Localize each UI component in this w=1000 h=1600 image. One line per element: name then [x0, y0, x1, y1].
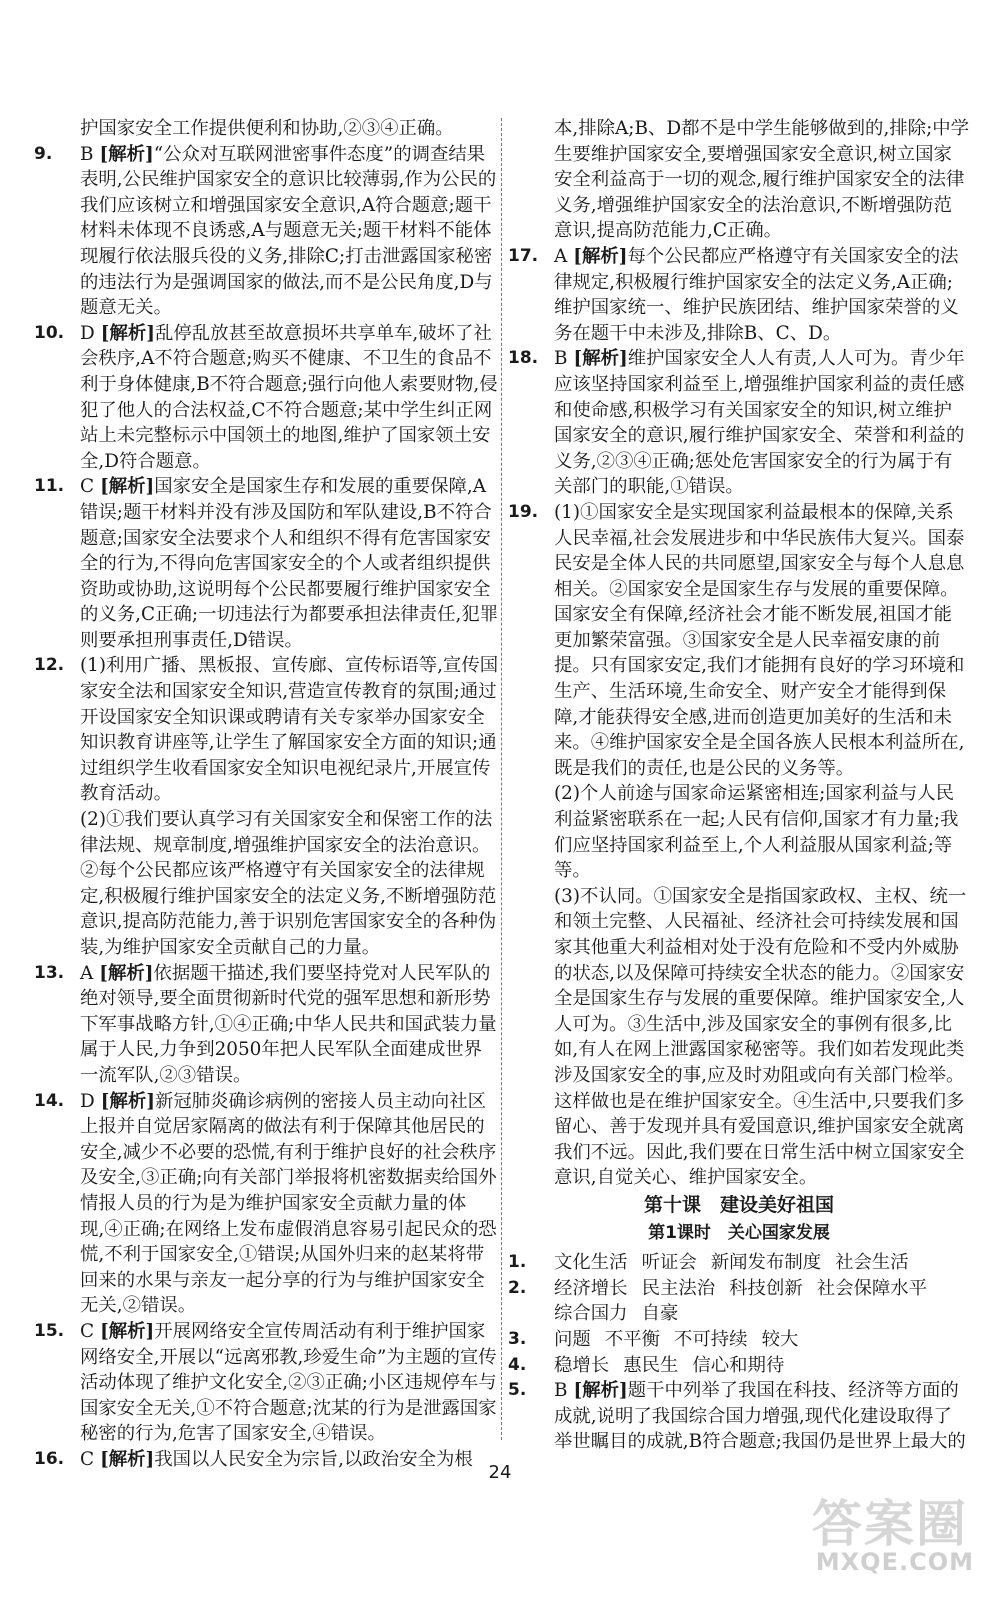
answer-item	[34, 474, 500, 653]
answer-text: 维护国家安全人人有责,人人可为。青少年应该坚持国家利益至上,增强维护国家利益的责任感和使命感,积极学习有关国家安全的知识,树立维护国家安全的意识,履行维护国家安全、荣誉和利益的义务,②③④正确;惩处危害国家安全的行为属于有关部门的职能,①错误。	[554, 348, 965, 498]
analysis-tag: [解析]	[573, 348, 628, 370]
watermark-url: MXQE.COM	[815, 1548, 974, 1576]
answer-item	[34, 1089, 500, 1319]
fill-answer: 经济增长	[554, 1277, 628, 1299]
answer-letter: D	[80, 1090, 95, 1112]
answer-text: 依据题干描述,我们要坚持党对人民军队的绝对领导,要全面贯彻新时代党的强军思想和新形势下军事战略方针,①④正确;中华人民共和国武装力量属于人民,力争到2050年把人民军队全面建成世界一流军队,②③错误。	[80, 962, 497, 1086]
analysis-tag: [解析]	[100, 1090, 155, 1112]
answer-item	[508, 244, 970, 346]
fill-answer: 听证会	[641, 1252, 697, 1274]
left-continuation: 护国家安全工作提供便利和协助,②③④正确。	[80, 118, 454, 139]
analysis-tag: [解析]	[100, 322, 155, 344]
right-continuation: 本,排除A;B、D都不是中学生能够做到的,排除;中学生要维护国家安全,要增强国家安全意识,树立国家安全利益高于一切的观念,履行维护国家安全的法律义务,增强维护国家安全的法治意识,不断增强防范意识,提高防范能力,C正确。	[554, 118, 970, 242]
fill-answer: 综合国力	[554, 1303, 628, 1325]
question-number: 4.	[508, 1354, 527, 1375]
lesson-title: 第十课 建设美好祖国	[643, 1193, 834, 1216]
answer-item	[508, 1378, 970, 1455]
question-number: 1.	[508, 1252, 527, 1273]
analysis-tag: [解析]	[100, 476, 155, 498]
analysis-tag: [解析]	[100, 1320, 155, 1342]
analysis-tag: [解析]	[100, 1448, 155, 1470]
answer-text: 题干中列举了我国在科技、经济等方面的成就,说明了我国综合国力增强,现代化建设取得了举世瞩目的成就,B符合题意;我国仍是世界上最大的	[554, 1380, 966, 1453]
answer-text: (1)利用广播、黑板报、宣传廊、宣传标语等,宣传国家安全法和国家安全知识,营造宣传教育的氛围;通过开设国家安全知识课或聘请有关专家举办国家安全知识教育讲座等,让学生了解国家安全方面的知识;通过组织学生收看国家安全知识电视纪录片,开展宣传教育活动。	[80, 655, 499, 805]
analysis-tag: [解析]	[573, 1380, 628, 1402]
question-number: 17.	[508, 245, 539, 266]
question-number: 3.	[508, 1328, 527, 1349]
answer-text: 新冠肺炎确诊病例的密接人员主动向社区上报并自觉居家隔离的做法有利于保障其他居民的安全,减少不必要的恐慌,有利于维护良好的社会秩序及安全,③正确;向有关部门举报将机密数据卖给国外情报人员的行为是为维护国家安全贡献力量的体现,④正确;在网络上发布虚假消息容易引起民众的恐慌,不利于国家安全,①错误;从国外归来的赵某将带回来的水果与亲友一起分享的行为与维护国家安全无关,②错误。	[80, 1090, 497, 1317]
answer-text: “公众对互联网泄密事件态度”的调查结果表明,公民维护国家安全的意识比较薄弱,作为公民的我们应该树立和增强国家安全意识,A符合题意;题干材料未体现不良诱惑,A与题意无关;题干材料不能体现履行依法服兵役的义务,排除C;打击泄露国家秘密的违法行为是强调国家的做法,而不是公民角度,D与题意无关。	[80, 143, 497, 319]
answer-text: 开展网络安全宣传周活动有利于维护国家网络安全,开展以“远离邪教,珍爱生命”为主题的宣传活动体现了维护文化安全,②③正确;小区违规停车与国家安全无关,①不符合题意;沈某的行为是泄露国家秘密的行为,危害了国家安全,④错误。	[80, 1320, 497, 1445]
answer-item	[34, 142, 500, 321]
question-number: 10.	[34, 322, 65, 343]
answer-item	[508, 500, 970, 782]
watermark-logo	[798, 1484, 978, 1576]
answer-item	[34, 961, 500, 1089]
right-items	[508, 244, 970, 781]
column-divider	[501, 118, 502, 1440]
fill-item	[508, 1353, 970, 1379]
answer-letter: A	[554, 245, 568, 267]
fill-answer: 惠民生	[623, 1354, 679, 1376]
question-number: 18.	[508, 348, 539, 369]
fill-answer: 自豪	[641, 1303, 679, 1325]
answer-text: 国家安全是国家生存和发展的重要保障,A错误;题干材料并没有涉及国防和军队建设,B不符合题意;国家安全法要求个人和组织不得有危害国家安全的行为,不得向危害国家安全的个人或者组织提供资助或协助,这说明每个公民都要履行维护国家安全的义务,C正确;一切违法行为都要承担法律责任,犯罪则要承担刑事责任,D错误。	[80, 476, 499, 651]
question-number: 2.	[508, 1277, 527, 1298]
answer-19-part3: (3)不认同。①国家安全是指国家政权、主权、统一和领土完整、人民福祉、经济社会可持续发展和国家其他重大利益相对处于没有危险和不受内外威胁的状态,以及保障可持续安全状态的能力。②国家安全是国家生存与发展的重要保障。维护国家安全,人人可为。③生活中,涉及国家安全的事例有很多,比如,有人在网上泄露国家秘密等。我们如若发现此类涉及国家安全的事,应及时劝阻或向有关部门检举。这样做也是在维护国家安全。④生活中,只要我们多留心、善于发现并具有爱国意识,维护国家安全就离我们不远。因此,我们要在日常生活中树立国家安全意识,自觉关心、维护国家安全。	[554, 885, 967, 1189]
question-number: 15.	[34, 1320, 65, 1341]
fill-answer: 社会生活	[835, 1252, 909, 1274]
analysis-tag: [解析]	[99, 962, 154, 984]
answer-text: (1)①国家安全是实现国家利益最根本的保障,关系人民幸福,社会发展进步和中华民族伟大复兴。国泰民安是全体人民的共同愿望,国家安全与每个人息息相关。②国家安全是国家生存与发展的重要保障。国家安全有保障,经济社会才能不断发展,祖国才能更加繁荣富强。③国家安全是人民幸福安康的前提。只有国家安定,我们才能拥有良好的学习环境和生产、生活环境,生命安全、财产安全才能得到保障,才能获得安全感,进而创造更加美好的生活和未来。④维护国家安全是全国各族人民根本利益所在,既是我们的责任,也是公民的义务等。	[554, 501, 965, 779]
fill-item	[508, 1250, 970, 1276]
page-number: 24	[488, 1462, 512, 1483]
answer-item	[34, 653, 500, 807]
answer-5	[508, 1378, 970, 1455]
analysis-tag: [解析]	[99, 143, 154, 165]
fill-answer: 民主法治	[641, 1277, 716, 1299]
fill-answer: 不平衡	[604, 1328, 660, 1350]
fill-answer: 信心和期待	[692, 1354, 785, 1376]
answer-letter: C	[80, 1448, 95, 1470]
fill-answer: 文化生活	[554, 1252, 628, 1274]
fill-answers	[508, 1250, 970, 1378]
answer-letter: C	[80, 1320, 95, 1342]
left-items	[34, 142, 500, 1473]
answer-item	[34, 1319, 500, 1447]
question-number: 16.	[34, 1448, 65, 1469]
fill-answer: 稳增长	[554, 1354, 610, 1376]
right-column	[508, 116, 970, 1455]
fill-line2	[554, 1301, 970, 1327]
answer-item	[34, 321, 500, 475]
answer-letter: C	[80, 476, 95, 498]
question-number: 11.	[34, 476, 65, 497]
fill-answer: 不可持续	[673, 1328, 748, 1350]
fill-answer: 问题	[554, 1328, 591, 1350]
answer-text: 每个公民都应严格遵守有关国家安全的法律规定,积极履行维护国家安全的法定义务,A正确;维护国家统一、维护民族团结、维护国家荣誉的义务在题干中未涉及,排除B、C、D。	[554, 245, 959, 344]
answer-19-part2: (2)个人前途与国家命运紧密相连;国家利益与人民利益紧密联系在一起;人民有信仰,国家才有力量;我们应坚持国家利益至上,个人利益服从国家利益;等等。	[554, 783, 959, 882]
analysis-tag: [解析]	[573, 245, 628, 267]
answer-letter: D	[80, 322, 95, 344]
answer-item	[508, 346, 970, 500]
question-number: 5.	[508, 1380, 527, 1401]
fill-item	[508, 1276, 970, 1327]
question-number: 14.	[34, 1090, 65, 1111]
answer-text: 我国以人民安全为宗旨,以政治安全为根	[154, 1448, 473, 1470]
answer-extra: (2)①我们要认真学习有关国家安全和保密工作的法律法规、规章制度,增强维护国家安全的法治意识。②每个公民都应该严格遵守有关国家安全的法律规定,积极履行维护国家安全的法定义务,不断增强防范意识,提高防范能力,善于识别危害国家安全的各种伪装,为维护国家安全贡献自己的力量。	[80, 809, 497, 958]
answer-letter: B	[554, 1380, 568, 1402]
fill-answer: 社会保障水平	[816, 1277, 928, 1299]
answer-letter: A	[80, 962, 94, 984]
section-title: 第1课时 关心国家发展	[648, 1222, 830, 1243]
left-column	[34, 116, 500, 1472]
watermark-text: 答案圈	[812, 1495, 968, 1553]
answer-letter: B	[80, 143, 94, 165]
answer-text: 乱停乱放甚至故意损坏共享单车,破坏了社会秩序,A不符合题意;购买不健康、不卫生的食品不利于身体健康,B不符合题意;强行向他人索要财物,侵犯了他人的合法权益,C不符合题意;某中学生纠正网站上未完整标示中国领土的地图,维护了国家领土安全,D符合题意。	[80, 322, 498, 472]
question-number: 9.	[34, 143, 53, 164]
question-number: 19.	[508, 501, 539, 522]
fill-answer: 较大	[761, 1328, 799, 1350]
question-number: 13.	[34, 962, 65, 983]
question-number: 12.	[34, 655, 65, 676]
fill-answer: 科技创新	[729, 1277, 803, 1299]
fill-answer: 新闻发布制度	[710, 1252, 822, 1274]
answer-letter: B	[554, 348, 568, 370]
fill-item	[508, 1327, 970, 1353]
